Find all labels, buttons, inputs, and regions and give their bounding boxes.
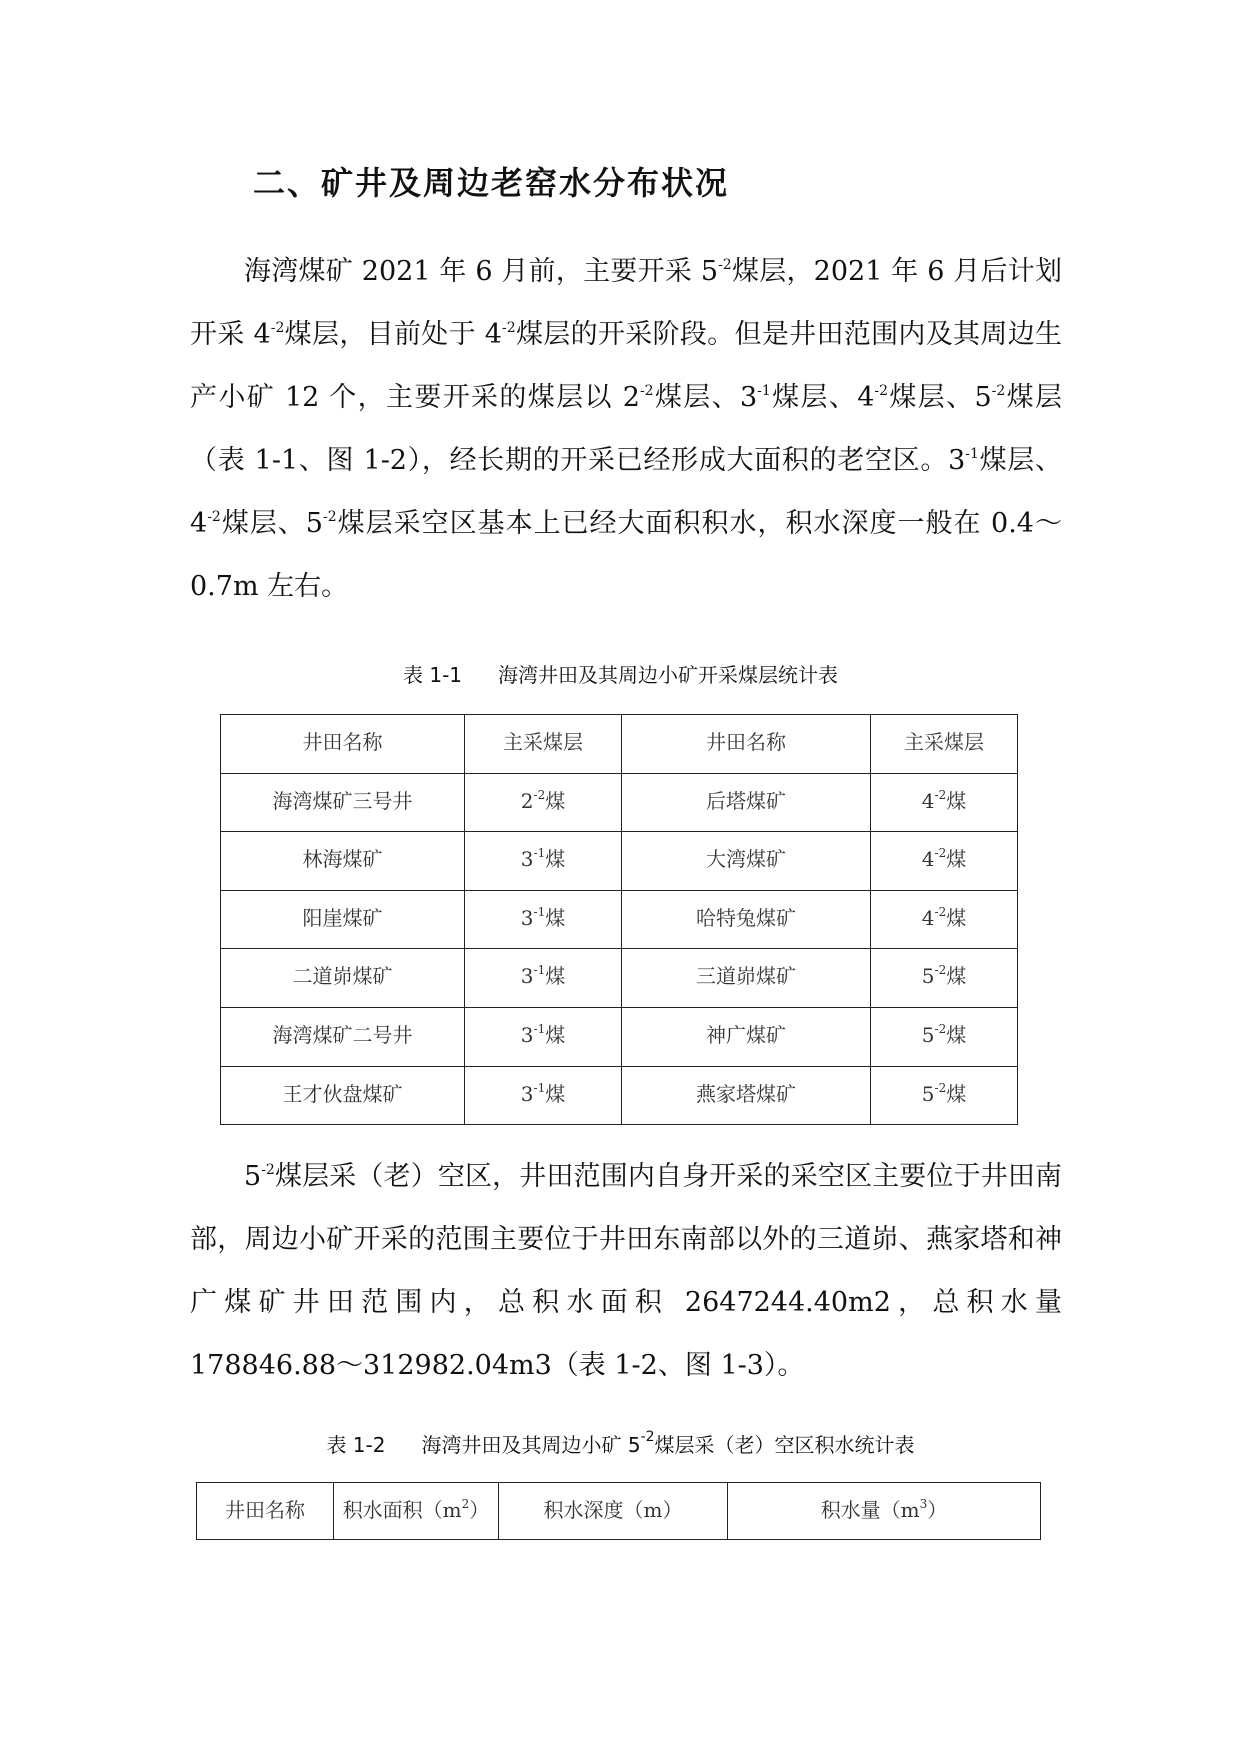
seam-cell: $5^{-2}$煤 — [871, 1066, 1018, 1125]
superscript: -1 — [757, 383, 771, 399]
header-cell: 积水量$(m^3)$ — [728, 1483, 1041, 1540]
text-run: 煤层的开采阶段。但是井田范围内及其周边生产小矿 12 个，主要开采的煤层以 2 — [190, 319, 1063, 413]
text-run: 煤层采（老）空区，井田范围内自身开采的采空区主要位于井田南部，周边小矿开采的范围主要位于井田东南部以外的三道峁、燕家塔和神广煤矿井田范围内，总积水面积 2647244.40m2，总积水量 178846.88～312982.04m3（表 1-2、图 1-3）。 — [190, 1161, 1062, 1381]
table1-caption — [0, 659, 1241, 688]
text-run: 海湾煤矿 2021 年 6 月前，主要开采 5 — [244, 256, 719, 287]
table-row — [221, 949, 1018, 1008]
superscript: -2 — [261, 1162, 275, 1178]
seam-cell: $3^{-1}$煤 — [465, 890, 622, 949]
mine-name-cell: 二道峁煤矿 — [221, 949, 465, 1008]
seam-cell: $3^{-1}$煤 — [465, 949, 622, 1008]
text-run: 煤层，2021 年 6 月后计划开采 4 — [190, 256, 1063, 350]
seam-cell: $4^{-2}$煤 — [871, 832, 1018, 891]
mine-name-cell: 后塔煤矿 — [622, 773, 871, 832]
mine-name-cell: 哈特兔煤矿 — [622, 890, 871, 949]
mine-name-cell: 林海煤矿 — [221, 832, 465, 891]
seam-cell: $4^{-2}$煤 — [871, 890, 1018, 949]
header-cell: 积水深度（m） — [499, 1483, 728, 1540]
mines-seams-table — [220, 714, 1018, 1125]
mine-name-cell: 燕家塔煤矿 — [622, 1066, 871, 1125]
mine-name-cell: 海湾煤矿三号井 — [221, 773, 465, 832]
seam-cell: $5^{-2}$煤 — [871, 949, 1018, 1008]
text-run: 煤层、5 — [220, 508, 323, 539]
superscript: -2 — [874, 383, 889, 399]
seam-cell: $3^{-1}$煤 — [465, 1066, 622, 1125]
table2-caption-number: 表 1-2 — [326, 1433, 386, 1457]
table-row — [221, 1007, 1018, 1066]
superscript: -2 — [639, 383, 654, 399]
text-run: 煤层、5 — [888, 382, 992, 413]
table2-caption-title: 海湾井田及其周边小矿 $5^{-2}$煤层采（老）空区积水统计表 — [421, 1429, 915, 1457]
table1-caption-number: 表 1-1 — [402, 663, 463, 687]
mine-name-cell: 神广煤矿 — [622, 1007, 871, 1066]
text-run: 煤层、4 — [190, 445, 1062, 539]
superscript: -2 — [502, 320, 516, 336]
text-run: 煤层（表 1-1、图 1-2），经长期的开采已经形成大面积的老空区。3 — [190, 382, 1062, 476]
table2-caption — [0, 1429, 1241, 1458]
seam-cell: $5^{-2}$煤 — [871, 1007, 1018, 1066]
header-cell: 主采煤层 — [871, 715, 1018, 774]
table-row — [221, 773, 1018, 832]
mine-name-cell: 大湾煤矿 — [622, 832, 871, 891]
superscript: -2 — [207, 509, 221, 525]
text-run: 煤层、4 — [770, 382, 875, 413]
seam-cell: $3^{-1}$煤 — [465, 832, 622, 891]
header-cell: 井田名称 — [221, 715, 465, 774]
mine-name-cell: 王才伙盘煤矿 — [221, 1066, 465, 1125]
table-header-row — [197, 1483, 1041, 1540]
header-cell: 井田名称 — [197, 1483, 334, 1540]
seam-cell: $2^{-2}$煤 — [465, 773, 622, 832]
mine-name-cell: 阳崖煤矿 — [221, 890, 465, 949]
superscript: -2 — [322, 509, 337, 525]
superscript: -2 — [718, 257, 732, 273]
text-run: 煤层采空区基本上已经大面积积水，积水深度一般在 0.4～0.7m 左右。 — [190, 508, 1062, 602]
seam-cell: $3^{-1}$煤 — [465, 1007, 622, 1066]
mine-name-cell: 三道峁煤矿 — [622, 949, 871, 1008]
text-run: 煤层，目前处于 4 — [284, 319, 502, 350]
seam-cell: $4^{-2}$煤 — [871, 773, 1018, 832]
table-row — [221, 1066, 1018, 1125]
mine-name-cell: 海湾煤矿二号井 — [221, 1007, 465, 1066]
table-header-row — [221, 715, 1018, 774]
table-row — [221, 832, 1018, 891]
paragraph-coal-seams — [190, 240, 1062, 618]
header-cell: 主采煤层 — [465, 715, 622, 774]
superscript: -2 — [270, 320, 285, 336]
section-heading: 二、矿井及周边老窑水分布状况 — [253, 164, 730, 202]
table-row — [221, 890, 1018, 949]
goaf-water-table — [196, 1482, 1041, 1540]
text-run: 煤层、3 — [653, 382, 758, 413]
header-cell: 井田名称 — [622, 715, 871, 774]
paragraph-goaf-water — [190, 1145, 1062, 1397]
superscript: -2 — [991, 383, 1006, 399]
table1-caption-title: 海湾井田及其周边小矿开采煤层统计表 — [498, 663, 839, 687]
text-run: 5 — [244, 1161, 262, 1192]
header-cell: 积水面积$(m^2)$ — [334, 1483, 499, 1540]
superscript: -1 — [965, 446, 979, 462]
